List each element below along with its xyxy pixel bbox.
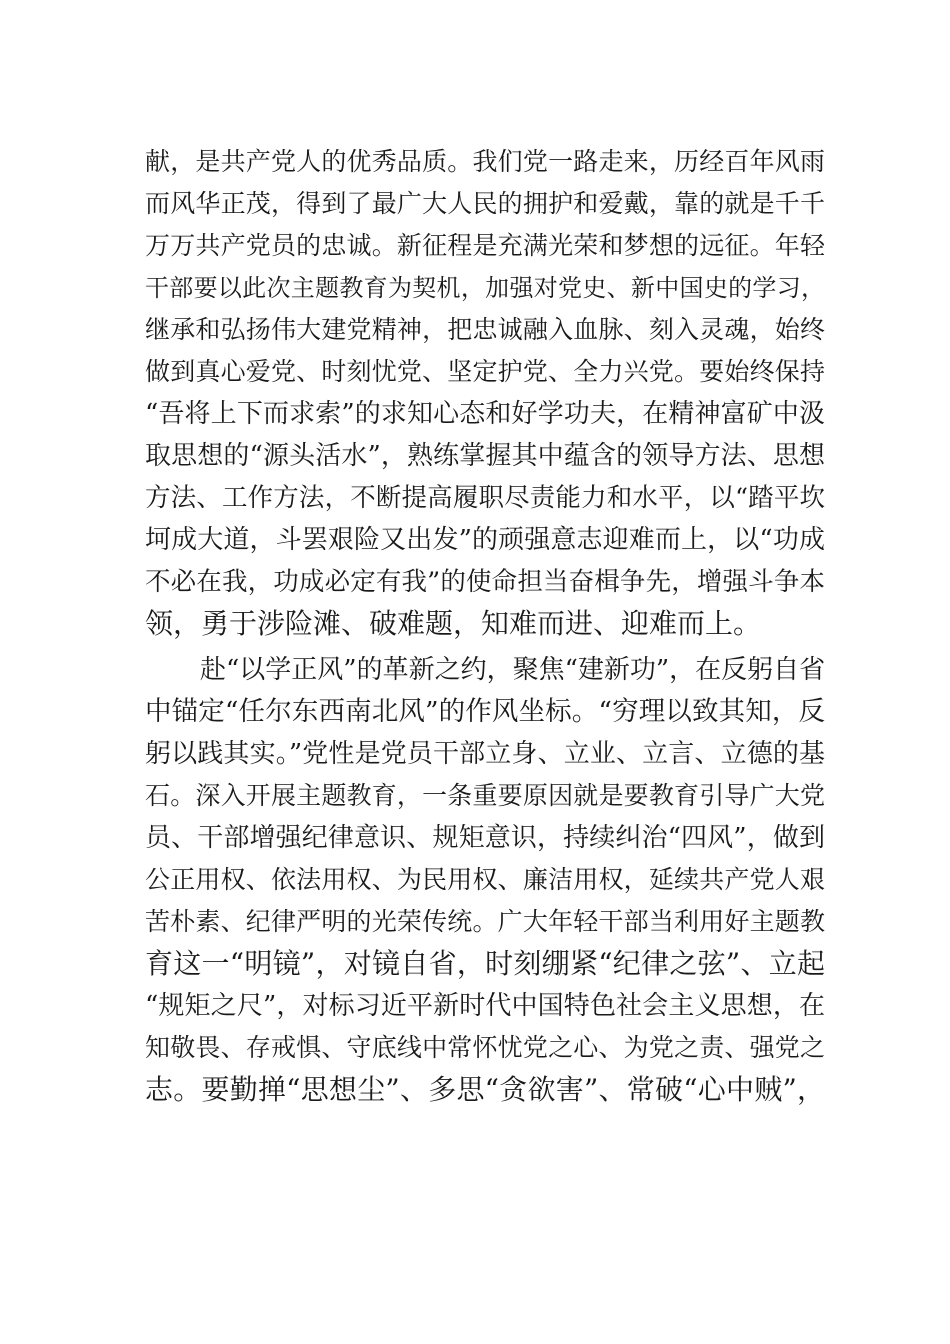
text-line: 坷成大道，斗罢艰险又出发”的顽强意志迎难而上，以“功成 xyxy=(145,525,825,555)
text-line: 不必在我，功成必定有我”的使命担当奋楫争先，增强斗争本 xyxy=(145,567,825,597)
text-line: 领，勇于涉险滩、破难题，知难而进、迎难而上。 xyxy=(145,607,762,640)
text-line: 知敬畏、存戒惧、守底线中常怀忧党之心、为党之责、强党之 xyxy=(145,1033,825,1062)
text-line: 赴“以学正风”的革新之约，聚焦“建新功”，在反躬自省 xyxy=(200,655,826,685)
text-line: 员、干部增强纪律意识、规矩意识，持续纠治“四风”，做到 xyxy=(145,823,825,853)
text-line: 方法、工作方法，不断提高履职尽责能力和水平，以“踏平坎 xyxy=(145,483,825,513)
text-line: 中锚定“任尔东西南北风”的作风坐标。“穷理以致其知，反 xyxy=(145,696,825,727)
text-line: “吾将上下而求索”的求知心态和好学功夫，在精神富矿中汲 xyxy=(145,399,825,429)
text-line: 公正用权、依法用权、为民用权、廉洁用权，延续共产党人艰 xyxy=(145,865,825,894)
text-line: 而风华正茂，得到了最广大人民的拥护和爱戴，靠的就是千千 xyxy=(145,189,825,218)
text-line: 取思想的“源头活水”，熟练掌握其中蕴含的领导方法、思想 xyxy=(145,441,825,471)
text-line: 万万共产党员的忠诚。新征程是充满光荣和梦想的远征。年轻 xyxy=(145,231,825,260)
text-line: 躬以践其实。”党性是党员干部立身、立业、立言、立德的基 xyxy=(145,739,825,769)
text-line: “规矩之尺”，对标习近平新时代中国特色社会主义思想，在 xyxy=(145,991,825,1021)
text-line: 献，是共产党人的优秀品质。我们党一路走来，历经百年风雨 xyxy=(145,147,825,176)
text-line: 育这一“明镜”，对镜自省，时刻绷紧“纪律之弦”、立起 xyxy=(145,947,825,980)
text-line: 继承和弘扬伟大建党精神，把忠诚融入血脉、刻入灵魂，始终 xyxy=(145,315,825,344)
text-line: 干部要以此次主题教育为契机，加强对党史、新中国史的学习， xyxy=(145,274,825,302)
text-line: 做到真心爱党、时刻忧党、坚定护党、全力兴党。要始终保持 xyxy=(145,357,825,386)
text-line: 志。要勤掸“思想尘”、多思“贪欲害”、常破“心中贼”， xyxy=(145,1073,825,1106)
text-line: 苦朴素、纪律严明的光荣传统。广大年轻干部当利用好主题教 xyxy=(145,907,825,936)
text-line: 石。深入开展主题教育，一条重要原因就是要教育引导广大党 xyxy=(145,781,825,810)
